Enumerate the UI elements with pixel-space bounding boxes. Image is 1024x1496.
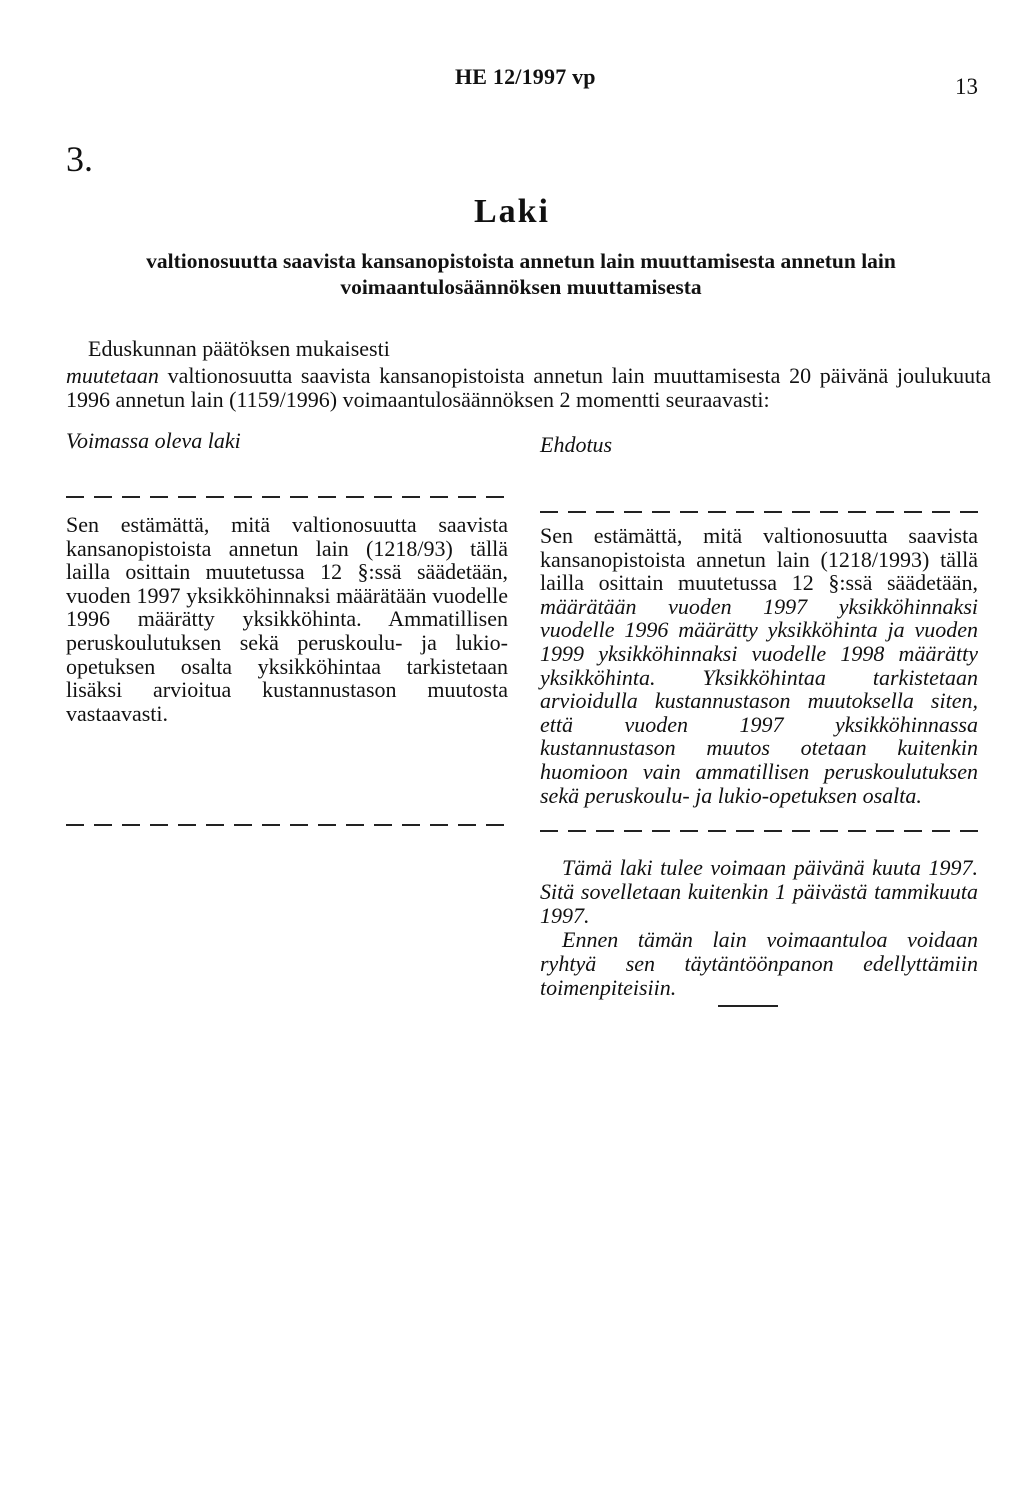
column-heading-proposal: Ehdotus: [540, 432, 613, 457]
current-law-paragraph: Sen estämättä, mitä valtionosuutta saavista kansanopistoista annetun lain (1218/93) tällä lailla osittain muutetussa 12 §:ssä säädetään, vuoden 1997 yksikköhinnaksi määrätään vuodelle 1996 määrätty yksikköhinta. Ammatillisen peruskoulutuksen sekä peruskoulu- ja lukio-opetuksen osalta yksikköhintaa tarkistetaan lisäksi arvioitua kustannustason muutosta vastaavasti.: [66, 512, 508, 726]
omission-dash-line-right-bottom: [540, 830, 980, 832]
implementation-text: Ennen tämän lain voimaantuloa voidaan ryhtyä sen täytäntöönpanon edellyttämiin toimenpiteisiin.: [540, 927, 978, 1000]
omission-dash-line-right-top: [540, 511, 980, 513]
proposal-text: Sen estämättä, mitä valtionosuutta saavista kansanopistoista annetun lain (1218/1993) tällä lailla osittain muutetussa 12 §:ssä säädetään,: [540, 523, 978, 596]
amendment-clause: [66, 364, 991, 412]
proposal-paragraph: [540, 524, 978, 807]
law-title: Laki: [473, 193, 551, 230]
amendment-verb: muutetaan: [66, 363, 159, 388]
entry-into-force-provision: [540, 856, 978, 1000]
amendment-text: valtionosuutta saavista kansanopistoista annetun lain muuttamisesta 20 päivänä joulukuuta 1996 annetun lain (1159/1996) voimaantulosäännöksen 2 momentti seuraavasti:: [66, 363, 991, 412]
law-subtitle: valtionosuutta saavista kansanopistoista annetun lain muuttamisesta annetun lain voimaantulosäännöksen muuttamisesta: [146, 249, 896, 299]
omission-dash-line-left-top: [66, 496, 511, 498]
page-number: 13: [955, 74, 978, 99]
enactment-clause: Eduskunnan päätöksen mukaisesti: [88, 336, 390, 361]
omission-dash-line-left-bottom: [66, 824, 511, 826]
entry-into-force-text: Tämä laki tulee voimaan päivänä kuuta 1997. Sitä sovelletaan kuitenkin 1 päivästä tammikuuta 1997.: [540, 855, 978, 928]
document-id: HE 12/1997 vp: [455, 64, 596, 89]
end-rule: [718, 1005, 778, 1007]
section-number: 3.: [66, 139, 93, 179]
proposal-amended-text: määrätään vuoden 1997 yksikköhinnaksi vuodelle 1996 määrätty yksikköhinta ja vuoden 1999 yksikköhinnaksi vuodelle 1998 määrätty yksikköhinta. Yksikköhintaa tarkistetaan arvioidulla kustannustason muutoksella siten, että vuoden 1997 yksikköhinnassa kustannustason muutos otetaan kuitenkin huomioon vain ammatillisen peruskoulutuksen sekä peruskoulu- ja lukio-opetuksen osalta.: [540, 593, 978, 808]
column-heading-current-law: Voimassa oleva laki: [66, 428, 241, 453]
